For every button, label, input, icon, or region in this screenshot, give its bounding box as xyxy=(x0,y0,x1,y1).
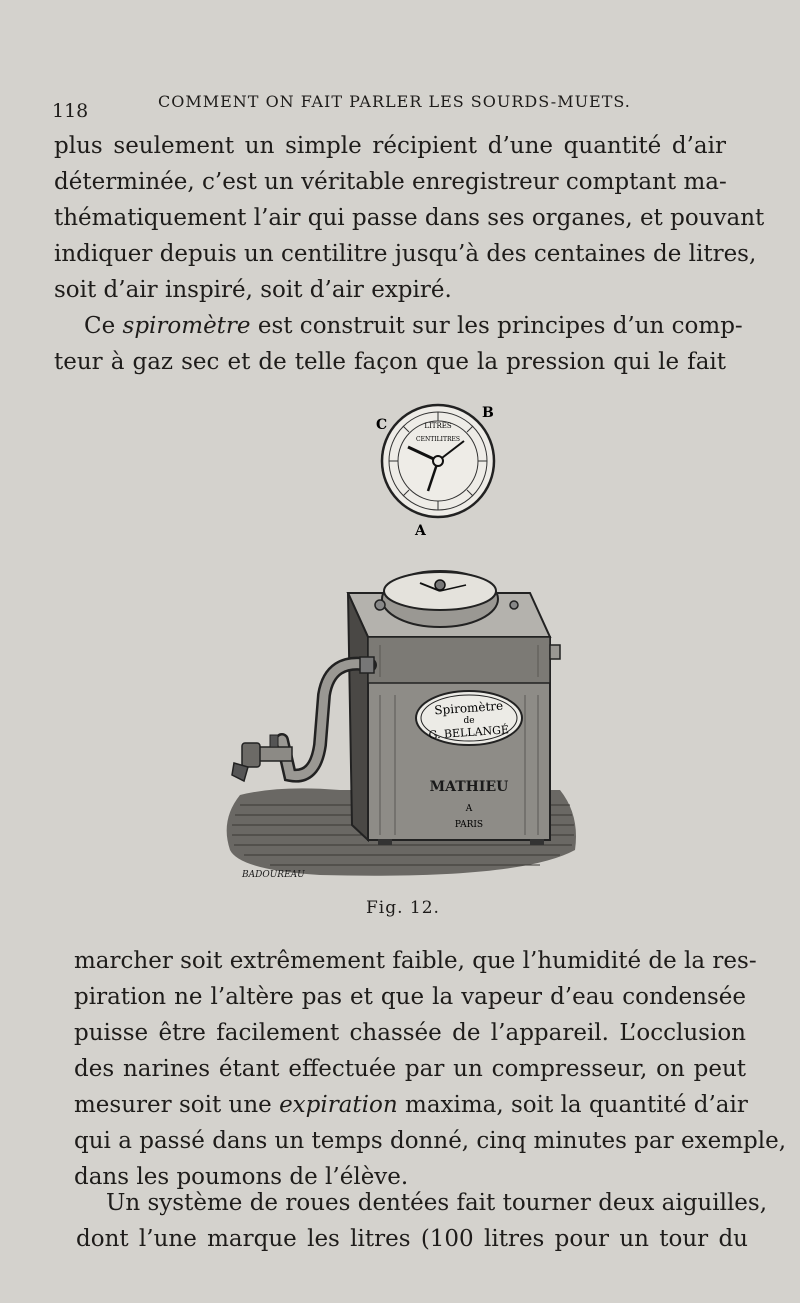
text-line: qui a passé dans un temps donné, cinq minutes par exemple, xyxy=(74,1128,787,1154)
maker-name: MATHIEU xyxy=(429,779,509,795)
paragraph-2 xyxy=(54,308,743,380)
text-line: piration ne l’altère pas et que la vapeur d’eau condensée xyxy=(74,984,746,1010)
page-number: 118 xyxy=(52,100,89,122)
dial-label-c: C xyxy=(376,417,388,433)
text-line: indiquer depuis un centilitre jusqu’à des centaines de litres, xyxy=(54,241,757,267)
text-line: soit d’air inspiré, soit d’air expiré. xyxy=(54,277,452,303)
page-header xyxy=(50,92,750,122)
plate-maker: G. BELLANGÉ xyxy=(428,723,510,742)
figure-caption: Fig. 12. xyxy=(366,898,440,918)
paragraph-1 xyxy=(54,128,765,308)
dial-litres-label: LITRES xyxy=(424,422,452,430)
engraver-signature: BADOUREAU xyxy=(242,870,305,880)
text-line: déterminée, c’est un véritable enregistreur comptant ma- xyxy=(54,169,727,195)
text-line: thématiquement l’air qui passe dans ses organes, et pouvant xyxy=(54,205,765,231)
dial-label-a: A xyxy=(415,523,426,539)
text-line: dont l’une marque les litres (100 litres pour un tour du xyxy=(76,1226,748,1252)
text-line: puisse être facilement chassée de l’appareil. L’occlusion xyxy=(74,1020,746,1046)
spirometer-box xyxy=(348,571,560,845)
text-line: marcher soit extrêmement faible, que l’humidité de la res- xyxy=(74,948,757,974)
running-head: COMMENT ON FAIT PARLER LES SOURDS-MUETS. xyxy=(158,92,631,111)
emphasis-spirometre: spiromètre xyxy=(122,313,251,339)
text-line: Un système de roues dentées fait tourner deux aiguilles, xyxy=(106,1190,768,1216)
text-line: des narines étant effectuée par un compresseur, on peut xyxy=(74,1056,746,1082)
text-line: Ce spiromètre est construit sur les principes d’un comp- xyxy=(84,313,743,339)
text-line: mesurer soit une expiration maxima, soit la quantité d’air xyxy=(74,1092,748,1118)
maker-city-paris: PARIS xyxy=(454,820,484,830)
plate-title: Spiromètre xyxy=(433,698,504,718)
maker-city-a: A xyxy=(465,804,473,814)
text-line: dans les poumons de l’élève. xyxy=(74,1164,409,1190)
spirometer-illustration xyxy=(220,395,590,885)
plate-de: de xyxy=(463,716,475,726)
dial-centilitres-label: CENTILITRES xyxy=(416,436,460,443)
emphasis-expiration: expiration xyxy=(279,1092,398,1118)
text-line: plus seulement un simple récipient d’une quantité d’air xyxy=(54,133,726,159)
paragraph-4 xyxy=(76,1185,768,1257)
dial-detail xyxy=(376,405,494,539)
dial-label-b: B xyxy=(482,405,494,421)
text-line: teur à gaz sec et de telle façon que la pression qui le fait xyxy=(54,349,726,375)
paragraph-3 xyxy=(74,943,787,1195)
